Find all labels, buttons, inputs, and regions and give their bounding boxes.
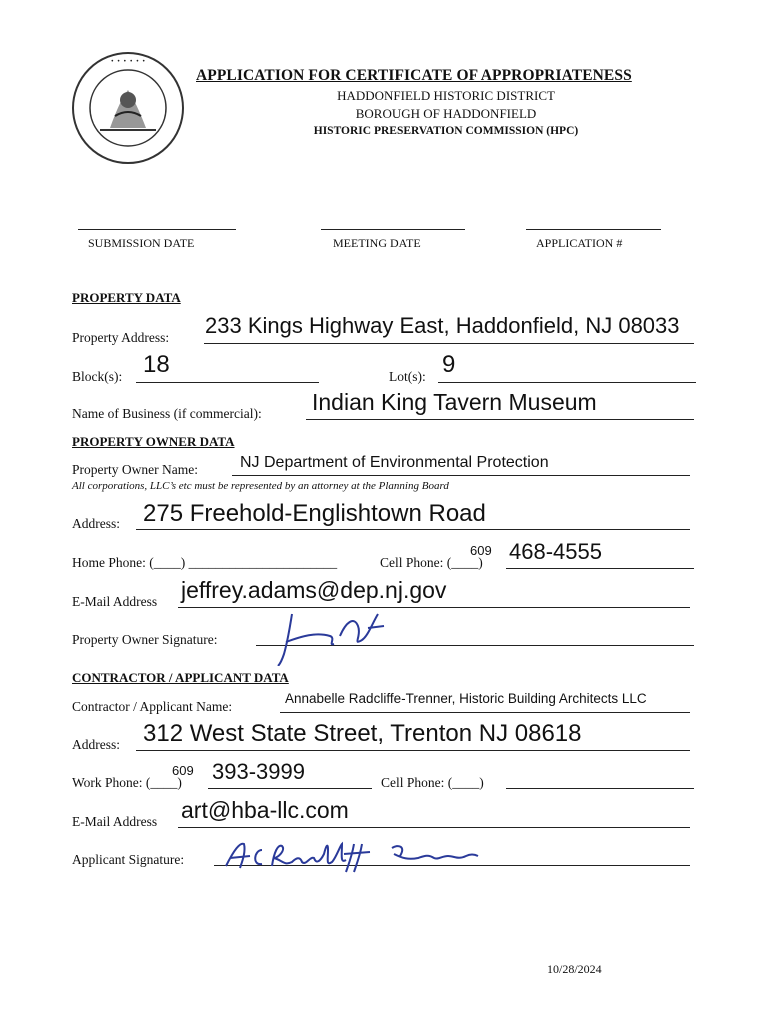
header-line-district: HADDONFIELD HISTORIC DISTRICT — [337, 88, 555, 103]
application-number-line[interactable] — [526, 229, 661, 230]
lot-label: Lot(s): — [389, 369, 426, 384]
footer-date: 10/28/2024 — [547, 962, 602, 976]
owner-address-value[interactable]: 275 Freehold-Englishtown Road — [143, 500, 486, 527]
block-line — [136, 382, 319, 383]
applicant-address-label: Address: — [72, 737, 120, 752]
submission-date-label: SUBMISSION DATE — [88, 236, 195, 250]
form-title: APPLICATION FOR CERTIFICATE OF APPROPRIATENESS — [196, 67, 632, 84]
owner-email-value[interactable]: jeffrey.adams@dep.nj.gov — [181, 577, 447, 603]
work-number-value[interactable]: 393-3999 — [212, 759, 305, 784]
owner-email-line — [178, 607, 690, 608]
lot-line — [438, 382, 696, 383]
borough-seal — [70, 50, 186, 166]
applicant-signature-image[interactable] — [222, 836, 482, 876]
work-area-code[interactable]: 609 — [172, 763, 194, 778]
submission-date-line[interactable] — [78, 229, 236, 230]
applicant-cell-phone-label: Cell Phone: (____) — [381, 775, 484, 790]
property-address-label: Property Address: — [72, 330, 170, 345]
owner-attorney-note: All corporations, LLC’s etc must be represented by an attorney at the Planning Board — [72, 480, 449, 492]
owner-name-value[interactable]: NJ Department of Environmental Protection — [240, 454, 549, 471]
business-name-label: Name of Business (if commercial): — [72, 406, 262, 421]
header-line-borough: BOROUGH OF HADDONFIELD — [355, 106, 537, 121]
applicant-cell-line[interactable] — [506, 788, 694, 789]
svg-text:· · · · · ·: · · · · · · — [110, 57, 146, 67]
lot-value[interactable]: 9 — [442, 351, 456, 378]
owner-signature-image[interactable] — [272, 606, 392, 666]
applicant-name-value[interactable]: Annabelle Radcliffe-Trenner, Historic Building Architects LLC — [285, 691, 647, 706]
block-value[interactable]: 18 — [143, 351, 170, 378]
applicant-email-value[interactable]: art@hba-llc.com — [181, 797, 349, 823]
applicant-address-line — [136, 750, 690, 751]
application-number-label: APPLICATION # — [536, 236, 623, 250]
owner-cell-phone-label: Cell Phone: (____) — [380, 555, 483, 570]
owner-cell-number-line — [506, 568, 694, 569]
applicant-address-value[interactable]: 312 West State Street, Trenton NJ 08618 — [143, 720, 582, 747]
work-phone-label: Work Phone: (____) — [72, 775, 182, 790]
owner-data-heading: PROPERTY OWNER DATA — [72, 434, 235, 449]
home-phone-label: Home Phone: (____) ______________________ — [72, 555, 338, 570]
owner-email-label: E-Mail Address — [72, 594, 158, 609]
applicant-email-label: E-Mail Address — [72, 814, 158, 829]
business-name-line — [306, 419, 694, 420]
property-address-line — [204, 343, 694, 344]
owner-cell-area-code[interactable]: 609 — [470, 543, 492, 558]
owner-name-line — [232, 475, 690, 476]
business-name-value[interactable]: Indian King Tavern Museum — [312, 389, 597, 415]
owner-name-label: Property Owner Name: — [72, 462, 198, 477]
meeting-date-line[interactable] — [321, 229, 465, 230]
header-line-commission: HISTORIC PRESERVATION COMMISSION (HPC) — [313, 125, 579, 137]
applicant-signature-label: Applicant Signature: — [72, 852, 185, 867]
property-address-value[interactable]: 233 Kings Highway East, Haddonfield, NJ 08033 — [205, 313, 680, 338]
property-data-heading: PROPERTY DATA — [72, 290, 181, 305]
meeting-date-label: MEETING DATE — [333, 236, 421, 250]
applicant-name-label: Contractor / Applicant Name: — [72, 699, 233, 714]
owner-cell-number-value[interactable]: 468-4555 — [509, 539, 602, 564]
owner-address-label: Address: — [72, 516, 120, 531]
work-number-line — [208, 788, 372, 789]
block-label: Block(s): — [72, 369, 123, 384]
applicant-name-line — [280, 712, 690, 713]
applicant-email-line — [178, 827, 690, 828]
contractor-data-heading: CONTRACTOR / APPLICANT DATA — [72, 670, 289, 685]
owner-signature-label: Property Owner Signature: — [72, 632, 218, 647]
owner-address-line — [136, 529, 690, 530]
